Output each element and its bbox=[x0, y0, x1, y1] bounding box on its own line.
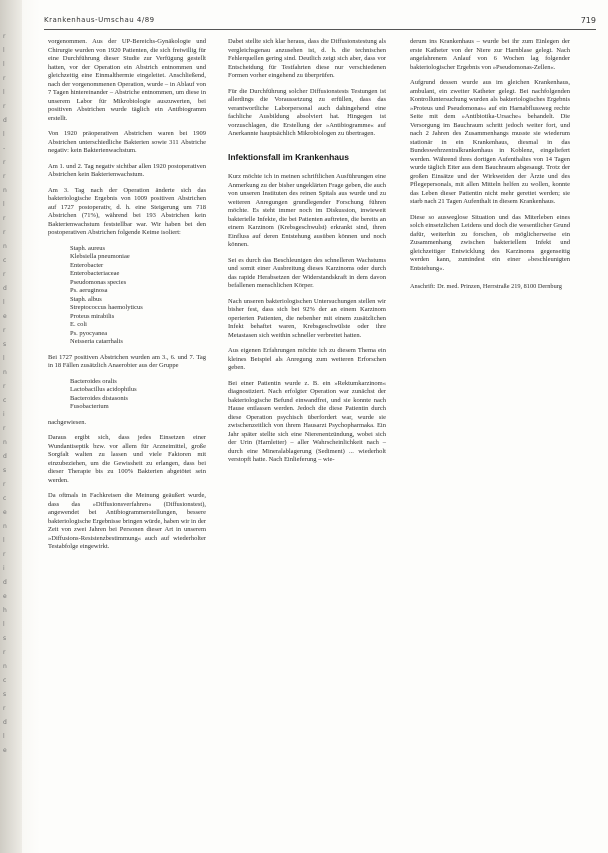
margin-mark: n bbox=[3, 187, 7, 194]
margin-mark: r bbox=[3, 425, 6, 432]
germ-list bbox=[70, 245, 206, 347]
column-1 bbox=[48, 38, 206, 559]
margin-mark: l bbox=[3, 47, 5, 54]
margin-mark: r bbox=[3, 33, 6, 40]
paragraph: Da oftmals in Fachkreisen die Meinung geäußert wurde, dass das »Diffusionsverfahren« (Diffusionstest), angewendet bei Antibiogrammerstellungen, bessere bakteriologische Ergebnisse bringen würde, haben wir in der Zeit von zwei Jahren bei Personen dieser Art in unserem »Diffusions-Resistenzbestimmung« auch auf wiederholter Testabfolge eingewirkt. bbox=[48, 492, 206, 550]
margin-mark: - bbox=[3, 145, 6, 152]
margin-mark: r bbox=[3, 215, 6, 222]
margin-mark: c bbox=[3, 397, 7, 404]
anaerobe-list bbox=[70, 378, 206, 412]
margin-mark: l bbox=[3, 131, 5, 138]
margin-mark: i bbox=[3, 565, 5, 572]
margin-mark: s bbox=[3, 467, 7, 474]
margin-mark: n bbox=[3, 369, 7, 376]
anaerobe-item: Lactobacillus acidophilus bbox=[70, 386, 137, 393]
paragraph: Bei 1727 positiven Abstrichen wurden am 3., 6. und 7. Tag in 18 Fällen zusätzlich Anaerobier aus der Gruppe bbox=[48, 353, 206, 369]
germ-item: E. coli bbox=[70, 321, 87, 328]
binding-margin-marks bbox=[3, 30, 17, 810]
column-2 bbox=[228, 38, 386, 472]
margin-mark: e bbox=[3, 509, 7, 516]
margin-mark: l bbox=[3, 61, 5, 68]
margin-mark: s bbox=[3, 341, 7, 348]
margin-mark: s bbox=[3, 635, 7, 642]
margin-mark: s bbox=[3, 691, 7, 698]
margin-mark: d bbox=[3, 579, 7, 586]
anaerobe-item: Fusobacterium bbox=[70, 403, 109, 410]
germ-item: Staph. aureus bbox=[70, 244, 106, 252]
margin-mark: r bbox=[3, 173, 6, 180]
margin-mark: r bbox=[3, 481, 6, 488]
germ-item: Klebsiella pneumoniae bbox=[70, 253, 130, 260]
margin-mark: c bbox=[3, 495, 7, 502]
margin-mark: r bbox=[3, 649, 6, 656]
paragraph: nachgewiesen. bbox=[48, 418, 87, 426]
paragraph: Aufgrund dessen wurde aus im gleichen Krankenhaus, ambulant, ein zweiter Katheter gelegt. Bei nachfolgenden Kontrolluntersuchung wurden als bakteriologisches Ergebnis »Proteus und Pseudomonas« auf ein Harnabflussweg rechte Seite mit dem »Antibiotika-Ursache« behandelt. Die Versorgung im Bauchraum schritt jedoch weiter fort, und nach 2 Jahren des Zusammenhangs musste sie wiederum stationär in ein Krankenhaus, diesmal in das Bundeswehrzentralkrankenhaus in Koblenz, eingeliefert werden. Während ihres dortigen Aufenthaltes von 14 Tagen wurde täglich Eiter aus dem Bauchraum abgesaugt. Trotz der großen Einsätze und der Wirkweiden der Ärzte und des Pflegepersonals, mit allen Mitteln helfen zu wollen, konnte das Leben dieser Patientin nicht mehr gerettet werden; sie starb nach 21 Tagen Aufenthalt in diesem Krankenhaus. bbox=[410, 79, 570, 205]
germ-item: Streptococcus haemolyticus bbox=[70, 304, 143, 311]
paragraph: Aus eigenen Erfahrungen möchte ich zu diesem Thema ein kleines Beispiel als Anregung zum weiteren Erforschen geben. bbox=[228, 347, 386, 371]
margin-mark: r bbox=[3, 327, 6, 334]
margin-mark: n bbox=[3, 523, 7, 530]
anaerobe-item: Bacteroides oralis bbox=[70, 377, 117, 385]
journal-name: Krankenhaus-Umschau 4/89 bbox=[44, 16, 155, 24]
germ-item: Ps. aeruginosa bbox=[70, 287, 108, 294]
margin-mark: d bbox=[3, 285, 7, 292]
margin-mark: d bbox=[3, 117, 7, 124]
margin-mark: n bbox=[3, 439, 7, 446]
paragraph: Von 1920 präoperativen Abstrichen waren bei 1909 Abstrichen unterschiedliche Bakterien sowie 311 Abstriche negativ: kein Bakterienwachstum. bbox=[48, 130, 206, 154]
margin-mark: c bbox=[3, 257, 7, 264]
germ-item: Enterobacter bbox=[70, 261, 104, 269]
margin-mark: r bbox=[3, 705, 6, 712]
margin-mark: l bbox=[3, 299, 5, 306]
paragraph: Am 1. und 2. Tag negativ sichtbar allen 1920 postoperativen Abstrichen kein Bakterienwachstum. bbox=[48, 162, 206, 178]
paragraph: Nach unseren bakteriologischen Untersuchungen stellen wir bisher fest, dass sich bei 92% der an einem Karzinom operierten Patienten, die nebenher mit einem zusätzlichen Infekt behaftet waren, Krebsgeschwülste oder ihre Metastasen sich weithin schneller verbreitet hatten. bbox=[228, 297, 386, 339]
margin-mark: r bbox=[3, 75, 6, 82]
margin-mark: d bbox=[3, 719, 7, 726]
paragraph: derum ins Krankenhaus – wurde bei ihr zum Einlegen der erste Katheter von der Niere zur Harnblase gelegt. Nach angefahrenem Anlauf von 6 Wochen lag folgender bakteriologischer Ergebnis von »Pseudomonas-Zellen«. bbox=[410, 38, 570, 71]
margin-mark: r bbox=[3, 271, 6, 278]
margin-mark: l bbox=[3, 537, 5, 544]
germ-item: Proteus mirabilis bbox=[70, 312, 115, 320]
germ-item: Staph. albus bbox=[70, 295, 102, 303]
margin-mark: e bbox=[3, 593, 7, 600]
germ-item: Ps. pyocyanea bbox=[70, 329, 108, 337]
author-address: Anschrift: Dr. med. Prinzen, Herrstraße 219, 8100 Dernburg bbox=[410, 283, 562, 290]
margin-mark: l bbox=[3, 201, 5, 208]
margin-mark: c bbox=[3, 677, 7, 684]
header-rule bbox=[44, 29, 596, 30]
page-binding-edge bbox=[0, 0, 22, 853]
paragraph: Kurz möchte ich in meinen schriftlichen Ausführungen eine Anmerkung zu der bisher ungeklärten Frage geben, die auch von unseren Instituten des reinen Spitals aus wurde und zu weiteren Anregungen grundlegender Forschung führen möchte. Es steht immer noch im Diskussion, inwieweit bakterielle Infekte, die bei Patienten auftreten, die bereits an einem Karzinom (Krebsgeschwulst) erkrankt sind, ihren Einfluss auf deren Entstehung ausüben können und noch können. bbox=[228, 173, 386, 248]
paragraph: Dabei stellte sich klar heraus, dass die Diffusionstestung als vergleichsgenau anzusehen ist, d. h. die technischen Fehlerquellen gering sind. Deutlich zeigt sich aber, dass vor Entscheidung für Testfahrten diese nur verschiedenen Formen vorher eingehend zu überprüfen. bbox=[228, 38, 386, 79]
margin-mark: h bbox=[3, 607, 7, 614]
margin-mark: l bbox=[3, 355, 5, 362]
margin-mark: i bbox=[3, 411, 5, 418]
paragraph: Diese so ausweglose Situation und das Miterleben eines solch einsetzlichen Leidens und doch die wesentlicher Grund dafür, weiterhin zu forschen, ob möglicherweise ein Zusammenhang zwischen bakteriellem Infekt und gleichzeitiger Entwicklung des Karzinoms gegenseitig werden kann, zumindest ein einer »beschleunigten Entstehung«. bbox=[410, 213, 570, 272]
germ-item: Pseudomonas species bbox=[70, 278, 127, 286]
margin-mark: l bbox=[3, 733, 5, 740]
paragraph: Sei es durch das Beschleunigen des schnelleren Wachstums und somit einer Ausbreitung dieses Karzinoms oder durch das rapide Herabsetzen der Widerstandskraft in dem davon befallenen menschlichen Körper. bbox=[228, 256, 386, 289]
germ-item: Neisseria catarrhalis bbox=[70, 338, 123, 345]
margin-mark: r bbox=[3, 159, 6, 166]
margin-mark: e bbox=[3, 313, 7, 320]
paragraph: Bei einer Patientin wurde z. B. ein »Rektumkarzinom« diagnostiziert. Nach erfolgter Operation war zunächst der bakteriologische Befund einwandfrei, und sie konnte nach Hause entlassen werden. Jedoch die diese Patientin durch diese Operation psychisch überfordert war, wurde sie zwischenzeitlich von ihrem Hausarzt Psychopharmaka. Ein Jahr später stellte sich eine Nierenentzündung, wobei sich der Urin (Harnleiter) – aller Wahrscheinlichkeit nach – durch eine Mineralablagerung (Sediment) ... wiederholt verstopft hatte. Nach Einlieferung – wie- bbox=[228, 379, 386, 463]
paragraph: vorgenommen. Aus der UP-Bereichs-Gynäkologie und Chirurgie wurden von 1920 Patienten, die sich freiwillig für eine Durchführung dieser Studie zur Verfügung gestellt hatten, vor der Operation ein Abstrich entnommen und gleichzeitig eine Einmalthermie eingeleitet. Anschließend, nach der vorgenommenen Operation, wurde – in Ablauf von 7 Tagen hintereinander – Abstriche entnommen, um diese in unserem Labor für Mikrobiologie auszuwerten, bei positiven Abstrichen wurde täglich ein Antibiogramm erstellt. bbox=[48, 38, 206, 122]
paragraph: Am 3. Tag nach der Operation änderte sich das bakteriologische Ergebnis von 1009 positiven Abstrichen auf 1727 postoperativ, d. h. eine Steigerung um 718 Abstrichen (71%), während bei 193 Abstrichen kein Bakterienwachstum feststellbar war. Wir haben bei den postoperativen Abstrichen folgende Keime isoliert: bbox=[48, 186, 206, 236]
paragraph: Daraus ergibt sich, dass jedes Einsetzen einer Wundantiseptik bzw. vor allem für Arzneimittel, große Sorgfalt walten zu lassen und viele Faktoren mit einzubeziehen, um die Gewissheit zu erlangen, dass bei dieser Therapie bis zu 100% Bakterien abgetötet sein werden. bbox=[48, 434, 206, 484]
germ-item: Enterobacteriaceae bbox=[70, 270, 120, 277]
margin-mark: d bbox=[3, 453, 7, 460]
margin-mark: n bbox=[3, 663, 7, 670]
anaerobe-item: Bacteroides distasonis bbox=[70, 394, 128, 402]
margin-mark: n bbox=[3, 243, 7, 250]
margin-mark: e bbox=[3, 747, 7, 754]
margin-mark: r bbox=[3, 229, 6, 236]
margin-mark: r bbox=[3, 383, 6, 390]
margin-mark: r bbox=[3, 551, 6, 558]
column-3 bbox=[410, 38, 570, 299]
margin-mark: r bbox=[3, 103, 6, 110]
running-header bbox=[44, 16, 596, 30]
paragraph: Für die Durchführung solcher Diffusionstests Testungen ist allerdings die Voraussetzung zu erfüllen, dass das verantwortliche Laborpersonal auch dahingehend eine fachliche Ausbildung absolviert hat. Hingegen ist vorzuschlagen, die Erstellung der »Antibiogramme« auf Anerkannte hauptsächlich Mikrobiologen zu übertragen. bbox=[228, 87, 386, 137]
margin-mark: l bbox=[3, 89, 5, 96]
section-heading: Infektionsfall im Krankenhaus bbox=[228, 151, 349, 162]
page-number: 719 bbox=[580, 16, 596, 25]
margin-mark: l bbox=[3, 621, 5, 628]
